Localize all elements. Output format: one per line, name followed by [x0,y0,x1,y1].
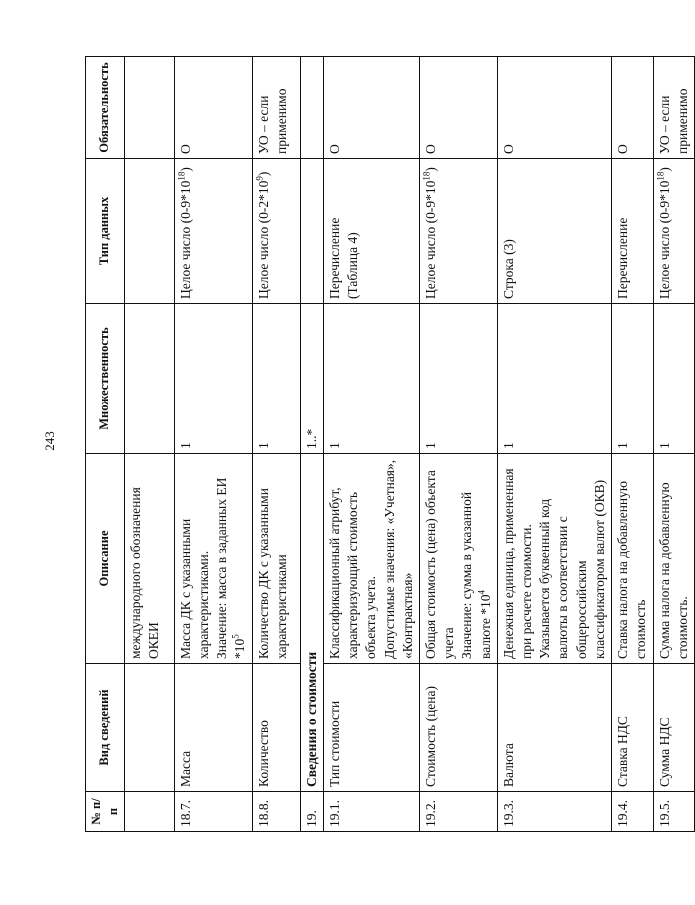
table-section-row [300,57,323,832]
cell-data-type: Целое число $(0-9*10^{18})$ [419,159,497,304]
cell-num: 18.7. [174,792,252,832]
table-row [653,57,694,832]
cell-required: О [612,57,653,159]
exponent: 4 [476,590,487,595]
cell-required [124,57,174,159]
header-multiplicity: Множественность [86,304,125,454]
cell-name [124,664,174,792]
cell-required: О [323,57,419,159]
cell-required: О [174,57,252,159]
cell-multiplicity: 1 [653,304,694,454]
table-row [419,57,497,832]
table-row [124,57,174,832]
cell-multiplicity: 1 [323,304,419,454]
description-text: Масса ДК с указанными характеристиками. [177,518,211,659]
cell-description [323,454,419,664]
description-allowed-values: Допустимые значения: «Учетная», «Контрактная» [381,459,415,659]
description-note: Указывается буквенный код валюты в соответствии с общероссийским классификатором валют (ОКВ) [537,479,607,659]
description-text: Денежная единица, примененная при расчете стоимости. [500,468,535,659]
cell-num: 18.8. [252,792,300,832]
cell-multiplicity: 1 [174,304,252,454]
header-num: № п/п [86,792,125,832]
header-description: Описание [86,454,125,664]
cell-required: О [497,57,611,159]
cell-data-type: Перечисление (Таблица 4) [323,159,419,304]
cell-multiplicity: 1 [419,304,497,454]
cell-name: Тип стоимости [323,664,419,792]
cell-name: Стоимость (цена) [419,664,497,792]
exponent: 5 [230,634,241,639]
table-row [252,57,300,832]
cell-num: 19.3. [497,792,611,832]
cell-data-type: Целое число $(0-2*10^9)$ [252,159,300,304]
table-row [174,57,252,832]
header-required: Обязательность [86,57,125,159]
cell-description: Сумма налога на добавленную стоимость. [653,454,694,664]
cell-description [419,454,497,664]
cell-name: Масса [174,664,252,792]
rotated-table-container [85,57,690,832]
cell-required [300,57,323,159]
exponent: 18 [655,171,666,181]
cell-required: УО – если применимо [653,57,694,159]
cell-num: 19.1. [323,792,419,832]
table-row [497,57,611,832]
table-row [323,57,419,832]
cell-multiplicity: 1 [497,304,611,454]
cell-required: УО – если применимо [252,57,300,159]
cell-description [497,454,611,664]
cell-name: Валюта [497,664,611,792]
cell-required: О [419,57,497,159]
cell-data-type [300,159,323,304]
cell-data-type [124,159,174,304]
description-text: Общая стоимость (цена) объекта учета [422,470,457,659]
cell-num: 19.4. [612,792,653,832]
exponent: 9 [254,176,265,181]
cell-data-type: Целое число $(0-9*10^{18})$ [174,159,252,304]
cell-name: Количество [252,664,300,792]
cell-num: 19.5. [653,792,694,832]
data-table [85,56,695,832]
table-row [612,57,653,832]
cell-multiplicity [124,304,174,454]
cell-data-type: Строка (3) [497,159,611,304]
cell-name: Сумма НДС [653,664,694,792]
cell-description: международного обозначения ОКЕИ [124,454,174,664]
description-text: Классификационный атрибут, характеризующий стоимость объекта учета. [326,487,379,659]
cell-num: 19. [300,792,323,832]
cell-description: Ставка налога на добавленную стоимость [612,454,653,664]
cell-description: Количество ДК с указанными характеристиками [252,454,300,664]
header-data-type: Тип данных [86,159,125,304]
header-name: Вид сведений [86,664,125,792]
cell-multiplicity: 1 [612,304,653,454]
cell-description [174,454,252,664]
cell-name: Ставка НДС [612,664,653,792]
section-title: Сведения о стоимости [300,454,323,792]
exponent: 18 [176,171,187,181]
description-value: Значение: сумма в указанной валюте $*10^4$ [459,491,493,659]
page-number: 243 [42,431,57,451]
cell-num: 19.2. [419,792,497,832]
cell-data-type: Перечисление [612,159,653,304]
table-header-row [86,57,125,832]
description-value: Значение: масса в заданных ЕИ $*10^5$ [214,477,248,659]
cell-multiplicity: 1 [252,304,300,454]
exponent: 18 [421,171,432,181]
cell-multiplicity: 1..* [300,304,323,454]
cell-num [124,792,174,832]
cell-data-type: Целое число $(0-9*10^{18})$ [653,159,694,304]
